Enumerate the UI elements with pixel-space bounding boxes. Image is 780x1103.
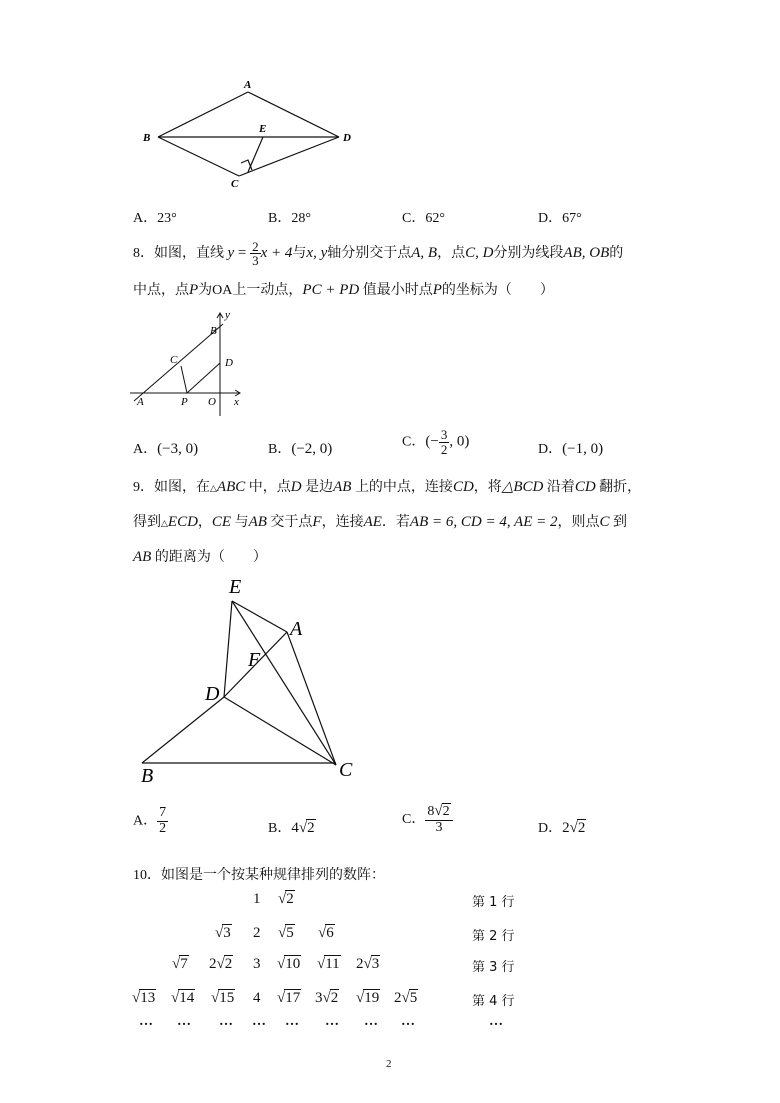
q10-ellipsis-4: … [252, 1014, 266, 1029]
q10-r4-c6: 3√2 [315, 990, 339, 1006]
q8-option-a[interactable]: A．(−3, 0) [133, 441, 199, 457]
q10-r3-c4: √10 [277, 956, 301, 972]
q10-r3-c2: 2√2 [209, 956, 233, 972]
q9-figure [135, 573, 365, 788]
q9-label-B: B [141, 765, 154, 787]
q10-r4-c8: 2√5 [394, 990, 418, 1006]
q9-option-d[interactable]: D．2√2 [538, 820, 586, 836]
q9-label-C: C [339, 759, 353, 781]
q8-label-x: x [234, 396, 239, 408]
q8-figure [128, 306, 248, 418]
q8-line-2: 中点，点P为OA上一动点，PC + PD 值最小时点P的坐标为（ ） [133, 282, 554, 298]
q10-r3-c1: √7 [172, 956, 188, 972]
q8-label-C: C [170, 354, 178, 366]
q10-row-label-4: 第 4 行 [472, 994, 515, 1009]
q10-r4-c4: 4 [253, 990, 261, 1006]
q8-label-A: A [137, 396, 144, 408]
q10-ellipsis-7: … [364, 1014, 378, 1029]
q10-ellipsis-1: … [139, 1014, 153, 1029]
q10-r4-c2: √14 [171, 990, 195, 1006]
q10-row-label-3: 第 3 行 [472, 960, 515, 975]
q10-row-label-2: 第 2 行 [472, 929, 515, 944]
q7-option-c[interactable]: C．62° [402, 211, 445, 226]
q9-option-b[interactable]: B．4√2 [268, 820, 315, 836]
q8-option-d[interactable]: D．(−1, 0) [538, 441, 604, 457]
q10-r4-c1: √13 [132, 990, 156, 1006]
q9-label-E: E [229, 576, 242, 598]
q10-ellipsis-8: … [401, 1014, 415, 1029]
page-number: 2 [386, 1058, 392, 1070]
q10-r2-c3: √5 [278, 925, 294, 941]
q10-ellipsis-5: … [285, 1014, 299, 1029]
q10-r2-c4: √6 [318, 925, 334, 941]
q10-row-label-1: 第 1 行 [472, 895, 515, 910]
q7-figure [135, 78, 365, 193]
q7-label-A: A [244, 79, 252, 91]
q7-label-E: E [259, 123, 267, 135]
q9-label-D: D [205, 683, 220, 705]
q9-line-3: AB 的距离为（ ） [133, 549, 267, 565]
q9-option-a[interactable]: A． $\frac{7}{2}$ [133, 805, 167, 836]
q10-ellipsis-9: … [489, 1014, 503, 1029]
q10-ellipsis-6: … [325, 1014, 339, 1029]
q9-label-A: A [290, 618, 303, 640]
q10-r2-c2: 2 [253, 925, 261, 941]
q7-label-D: D [343, 132, 351, 144]
q7-option-b[interactable]: B．28° [268, 211, 311, 226]
q8-label-O: O [208, 396, 216, 408]
q9-line-2: 得到△ECD，CE 与AB 交于点F，连接AE．若AB = 6, CD = 4, AE = 2，则点C 到 [133, 514, 628, 530]
q10-r3-c6: 2√3 [356, 956, 380, 972]
q8-label-B: B [210, 325, 217, 337]
q10-r3-c5: √11 [317, 956, 340, 972]
q10-r3-c3: 3 [253, 956, 261, 972]
q8-line-1: 8．如图，直线 y = $\frac{2}{3}$ x + 4与x, y轴分别交于点A, B，点C, D分别为线段AB, OB的 [133, 238, 624, 269]
q8-label-D: D [225, 357, 233, 369]
q10-r4-c7: √19 [356, 990, 380, 1006]
q10-ellipsis-3: … [219, 1014, 233, 1029]
q9-label-F: F [248, 649, 261, 671]
q8-option-c[interactable]: C．(− $\frac{3}{2}$ , 0) [402, 427, 470, 457]
q10-r2-c1: √3 [215, 925, 231, 941]
q9-option-c[interactable]: C． $\frac{8√2}{3}$ [402, 804, 453, 835]
q8-label-y: y [225, 309, 230, 321]
q7-option-a[interactable]: A．23° [133, 211, 177, 226]
q10-ellipsis-2: … [177, 1014, 191, 1029]
q10-r4-c5: √17 [277, 990, 301, 1006]
q10-r4-c3: √15 [211, 990, 235, 1006]
q7-label-C: C [231, 178, 239, 190]
q9-line-1: 9．如图，在△ABC 中，点D 是边AB 上的中点，连接CD，将△BCD 沿着CD 翻折， [133, 479, 642, 495]
q7-option-d[interactable]: D．67° [538, 211, 582, 226]
q10-r1-c1: 1 [253, 891, 261, 907]
q8-label-P: P [181, 396, 188, 408]
q10-r1-c2: √2 [278, 891, 294, 907]
q10-text: 10．如图是一个按某种规律排列的数阵： [133, 868, 385, 883]
q7-label-B: B [143, 132, 151, 144]
q8-option-b[interactable]: B．(−2, 0) [268, 441, 333, 457]
